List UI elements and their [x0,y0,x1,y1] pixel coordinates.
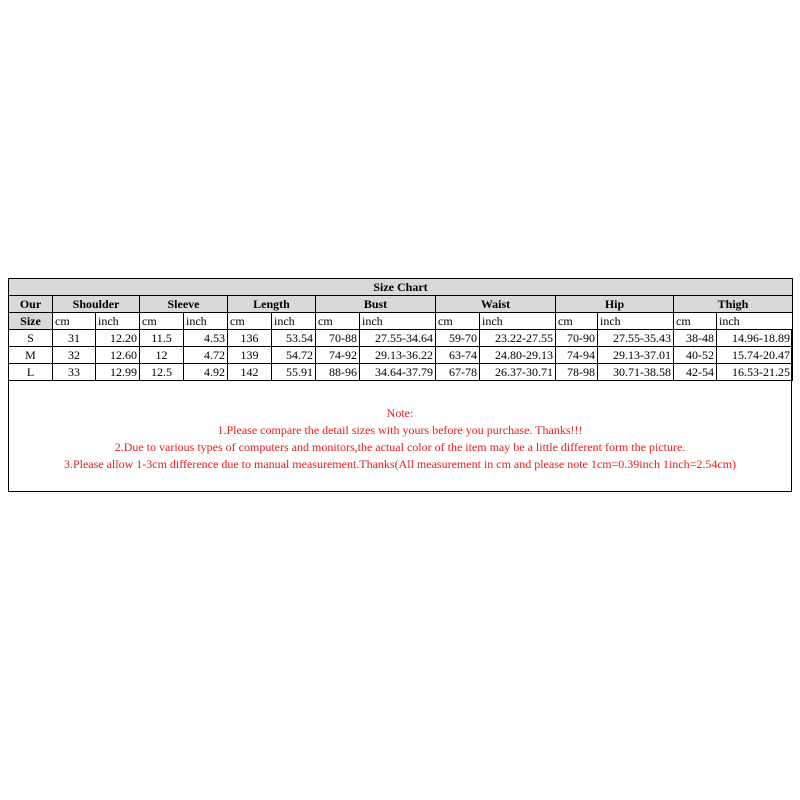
value-cell: 40-52 [674,347,717,364]
value-cell: 30.71-38.58 [598,364,674,381]
value-cell: 23.22-27.55 [480,330,556,347]
value-cell: 32 [53,347,96,364]
value-cell: 78-98 [556,364,598,381]
unit-cell: inch [598,313,674,330]
note-heading: Note: [386,406,414,420]
unit-cell: cm [556,313,598,330]
value-cell: 29.13-37.01 [598,347,674,364]
value-cell: 26.37-30.71 [480,364,556,381]
value-cell: 53.54 [272,330,316,347]
table-row [9,364,793,381]
value-cell: 88-96 [316,364,360,381]
group-hip: Hip [556,296,674,313]
value-cell: 142 [228,364,272,381]
value-cell: 12.60 [96,347,140,364]
value-cell: 4.72 [184,347,228,364]
value-cell: 136 [228,330,272,347]
group-shoulder: Shoulder [53,296,140,313]
unit-cell: inch [96,313,140,330]
value-cell: 33 [53,364,96,381]
unit-cell: inch [717,313,793,330]
group-waist: Waist [436,296,556,313]
unit-cell: inch [184,313,228,330]
value-cell: 16.53-21.25 [717,364,793,381]
value-cell: 27.55-35.43 [598,330,674,347]
value-cell: 11.5 [140,330,184,347]
note-line-3: 3.Please allow 1-3cm difference due to manual measurement.Thanks(All measurement in cm and please note 1cm=0.39inch 1inch=2.54cm) [63,457,737,471]
value-cell: 74-94 [556,347,598,364]
group-length: Length [228,296,316,313]
our-label: Our [9,296,53,313]
unit-cell: cm [53,313,96,330]
size-cell: M [9,347,53,364]
size-cell: S [9,330,53,347]
value-cell: 42-54 [674,364,717,381]
unit-cell: inch [360,313,436,330]
size-chart-table [8,278,793,381]
value-cell: 4.53 [184,330,228,347]
value-cell: 54.72 [272,347,316,364]
value-cell: 12.99 [96,364,140,381]
value-cell: 14.96-18.89 [717,330,793,347]
group-bust: Bust [316,296,436,313]
value-cell: 38-48 [674,330,717,347]
value-cell: 12.20 [96,330,140,347]
unit-cell: cm [316,313,360,330]
chart-title: Size Chart [9,279,793,296]
value-cell: 4.92 [184,364,228,381]
value-cell: 12.5 [140,364,184,381]
value-cell: 12 [140,347,184,364]
note-line-2: 2.Due to various types of computers and monitors,the actual color of the item may be a little different form the picture. [114,440,686,454]
value-cell: 139 [228,347,272,364]
value-cell: 59-70 [436,330,480,347]
value-cell: 29.13-36.22 [360,347,436,364]
group-sleeve: Sleeve [140,296,228,313]
unit-cell: inch [480,313,556,330]
unit-cell: cm [436,313,480,330]
value-cell: 27.55-34.64 [360,330,436,347]
value-cell: 74-92 [316,347,360,364]
size-chart [8,278,792,492]
size-cell: L [9,364,53,381]
unit-cell: cm [140,313,184,330]
value-cell: 63-74 [436,347,480,364]
note-line-1: 1.Please compare the detail sizes with yours before you purchase. Thanks!!! [217,423,583,437]
value-cell: 67-78 [436,364,480,381]
value-cell: 15.74-20.47 [717,347,793,364]
table-row [9,347,793,364]
notes [9,405,791,473]
value-cell: 70-90 [556,330,598,347]
group-thigh: Thigh [674,296,793,313]
value-cell: 24.80-29.13 [480,347,556,364]
value-cell: 34.64-37.79 [360,364,436,381]
value-cell: 31 [53,330,96,347]
unit-cell: cm [228,313,272,330]
table-row [9,330,793,347]
unit-cell: cm [674,313,717,330]
value-cell: 70-88 [316,330,360,347]
size-label: Size [9,313,53,330]
value-cell: 55.91 [272,364,316,381]
unit-cell: inch [272,313,316,330]
